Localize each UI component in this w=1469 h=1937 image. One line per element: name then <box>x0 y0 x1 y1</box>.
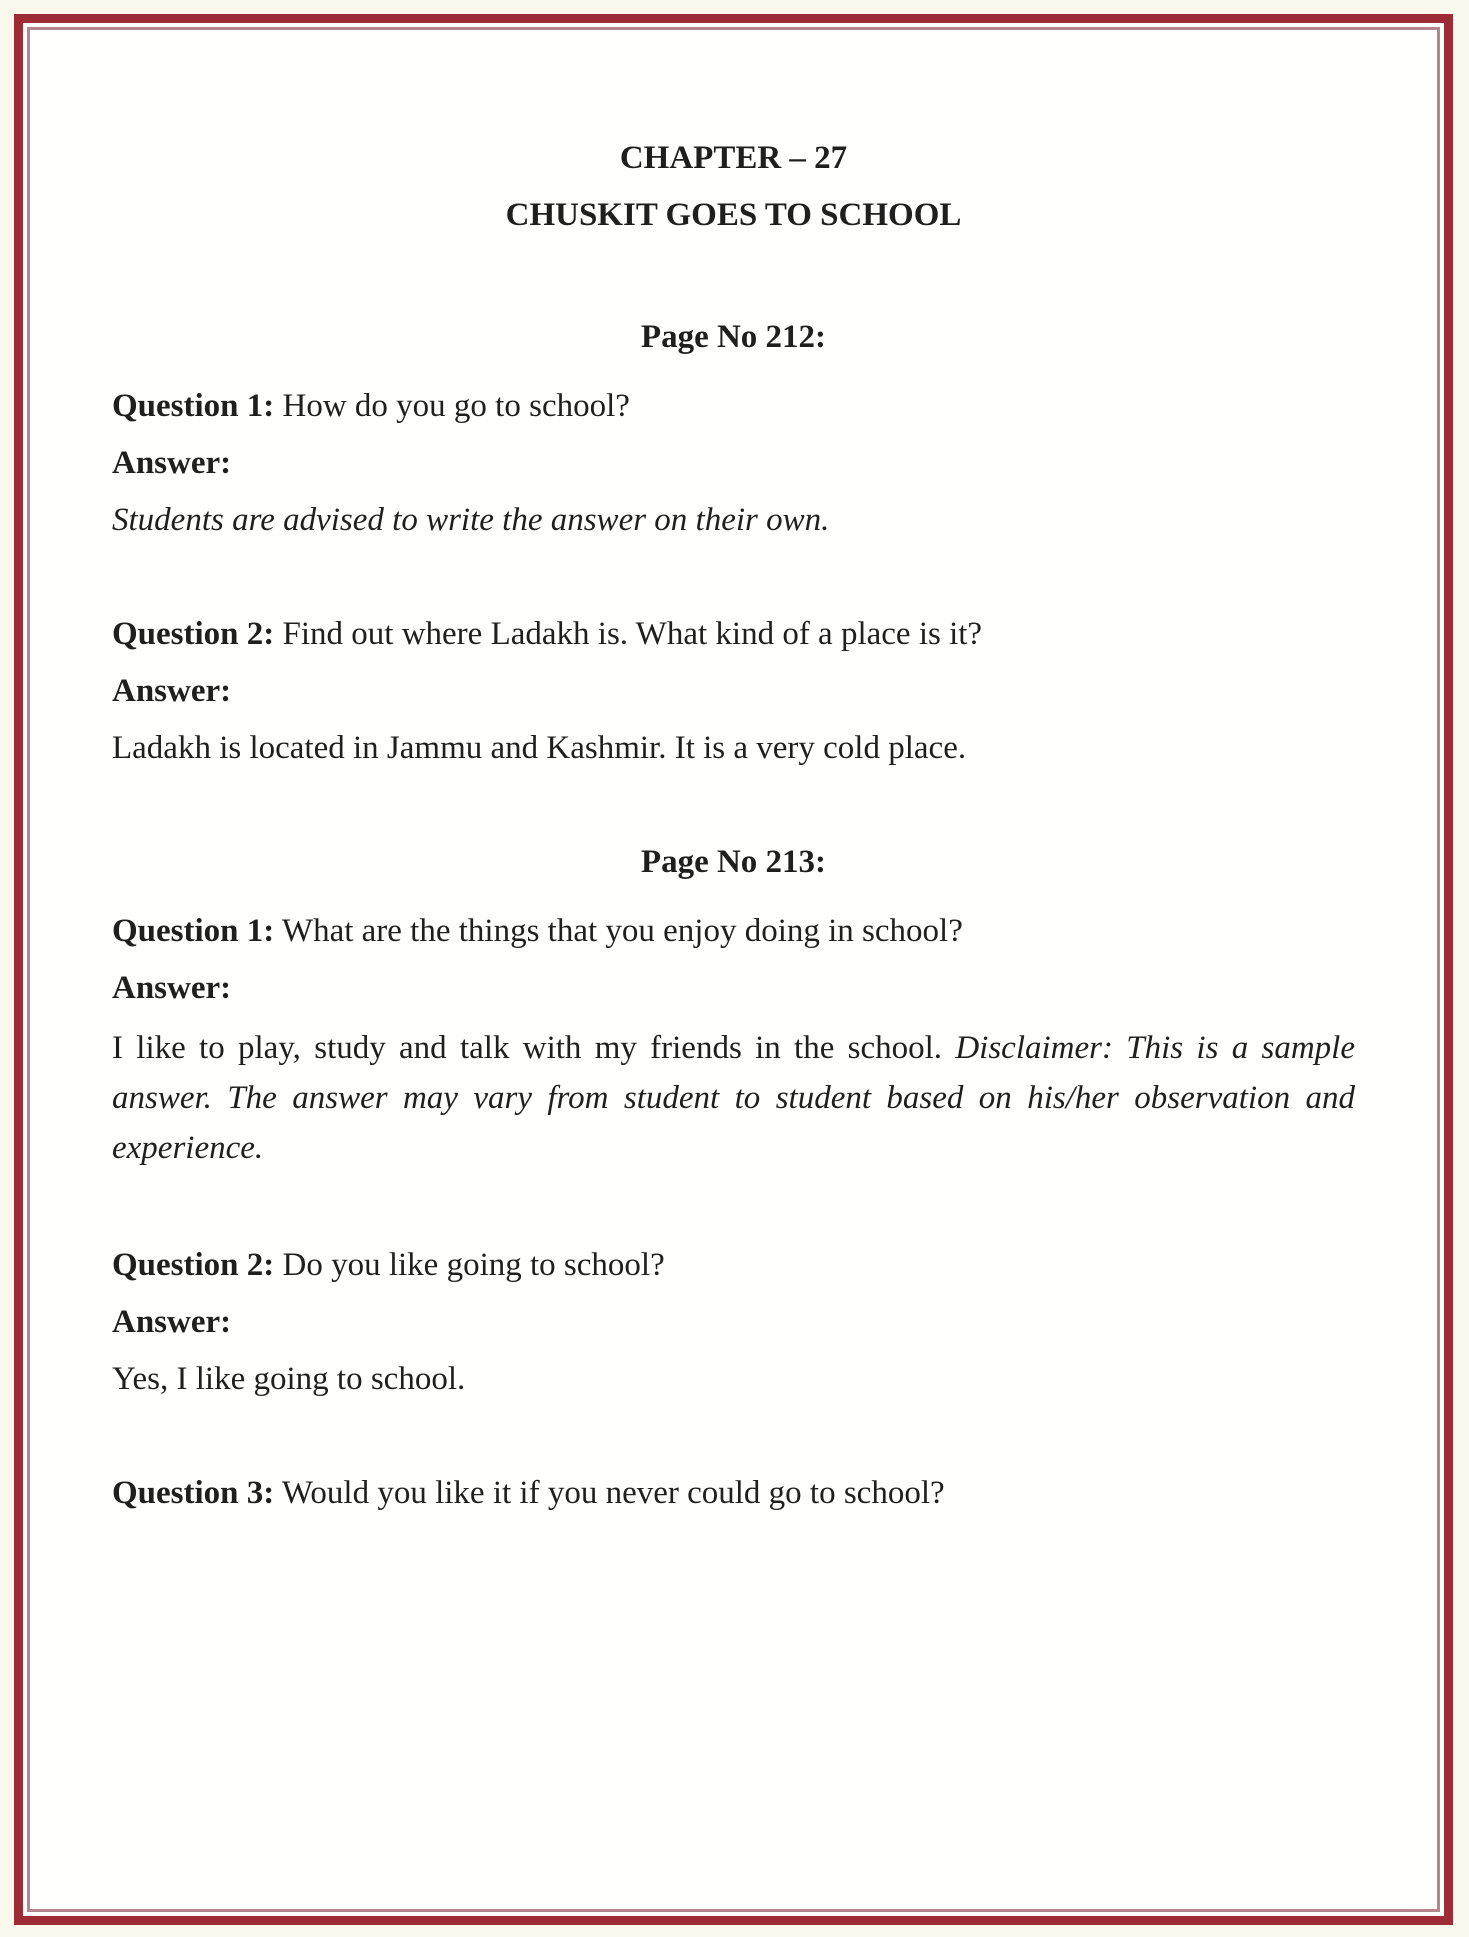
question-line <box>112 384 1355 428</box>
question-text: How do you go to school? <box>282 388 630 424</box>
answer-line <box>112 498 1355 542</box>
answer-label-line <box>112 669 1355 713</box>
answer-label: Answer: <box>112 1304 232 1340</box>
answer-line <box>112 726 1355 770</box>
answer-paragraph <box>112 1023 1355 1173</box>
document-page <box>30 30 1437 1515</box>
answer-text-italic: Students are advised to write the answer on their own. <box>112 502 830 538</box>
question-line <box>112 1243 1355 1287</box>
question-line <box>112 1471 1355 1515</box>
answer-label: Answer: <box>112 673 232 709</box>
chapter-subtitle: CHUSKIT GOES TO SCHOOL <box>505 197 962 233</box>
page-heading-213: Page No 213: <box>640 844 827 880</box>
answer-line <box>112 1357 1355 1401</box>
question-text: What are the things that you enjoy doing in school? <box>281 913 963 949</box>
question-label: Question 2: <box>112 616 275 652</box>
answer-label: Answer: <box>112 970 232 1006</box>
question-line <box>112 909 1355 953</box>
answer-label: Answer: <box>112 445 232 481</box>
page-heading-212: Page No 212: <box>640 319 827 355</box>
answer-label-line <box>112 441 1355 485</box>
answer-text-italic: Disclaimer: This is a sample answer. The answer may vary from student to student based on his/her observation and experience. <box>112 1030 1356 1166</box>
question-label: Question 1: <box>112 388 275 424</box>
answer-label-line <box>112 966 1355 1010</box>
answer-text: Yes, I like going to school. <box>112 1361 466 1397</box>
answer-label-line <box>112 1300 1355 1344</box>
answer-text: I like to play, study and talk with my friends in the school. <box>112 1030 943 1066</box>
spacer <box>112 1186 1355 1243</box>
question-line <box>112 612 1355 656</box>
question-label: Question 2: <box>112 1247 275 1283</box>
spacer <box>112 555 1355 612</box>
question-text: Find out where Ladakh is. What kind of a place is it? <box>282 616 983 652</box>
spacer <box>112 1414 1355 1471</box>
chapter-title: CHAPTER – 27 <box>619 140 848 176</box>
page-border-outer <box>14 14 1453 1925</box>
answer-text: Ladakh is located in Jammu and Kashmir. It is a very cold place. <box>112 730 967 766</box>
page-border-inner <box>27 27 1440 1912</box>
question-text: Do you like going to school? <box>282 1247 665 1283</box>
spacer <box>112 783 1355 840</box>
question-label: Question 1: <box>112 913 275 949</box>
question-text: Would you like it if you never could go to school? <box>281 1475 945 1511</box>
question-label: Question 3: <box>112 1475 275 1511</box>
spacer <box>112 250 1355 315</box>
